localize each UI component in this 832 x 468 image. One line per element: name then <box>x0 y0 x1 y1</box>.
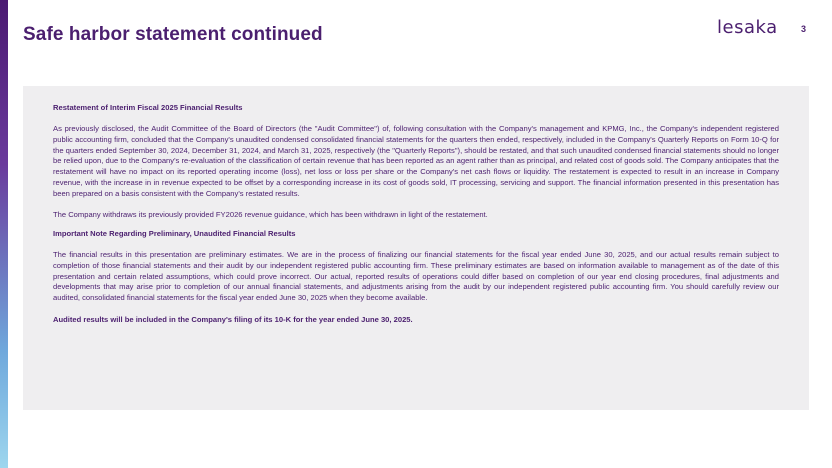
audited-results-note: Audited results will be included in the Company's filing of its 10-K for the year ended June 30, 2025. <box>53 314 413 324</box>
preliminary-results-paragraph: The financial results in this presentation are preliminary estimates. We are in the process of finalizing our financial statements for the fiscal year ended June 30, 2025, and our actual results remain subject to completion of those financial statements and their audit by our independent registered public accounting firm. These preliminary estimates are based on information available to management as of the date of this presentation and certain related assumptions, which could prove incorrect. Our actual, reported results of operations could differ based on completion of our year end closing procedures, final adjustments and developments that may arise prior to completion of our annual financial statements, and adjustments arising from the audit by our independent registered public accounting firm. You should carefully review our audited, consolidated financial statements for the fiscal year ended June 30, 2025 when they become available. <box>53 250 779 302</box>
preliminary-results-heading: Important Note Regarding Preliminary, Unaudited Financial Results <box>53 229 296 238</box>
page-number: 3 <box>801 24 807 34</box>
restatement-heading: Restatement of Interim Fiscal 2025 Financial Results <box>53 103 243 112</box>
lesaka-logo: lesaka <box>717 17 778 38</box>
statement-panel <box>23 86 809 410</box>
left-accent-bar <box>0 0 8 468</box>
restatement-paragraph: As previously disclosed, the Audit Committee of the Board of Directors (the "Audit Committee") of, following consultation with the Company's management and KPMG, Inc., the Company's independent registered public accounting firm, concluded that the Company's unaudited condensed consolidated financial statements for the quarters then ended, respectively, included in the Company's Quarterly Reports on Form 10-Q for the quarters ended September 30, 2024, December 31, 2024, and March 31, 2025, respectively (the "Quarterly Reports"), should be restated, and that such unaudited condensed financial statements should no longer be relied upon, due to the Company's re-evaluation of the classification of certain revenue that has been reported as an agent rather than as principal, and related cost of goods sold. The Company anticipates that the restatement will have no impact on its reported operating income (loss), net loss or loss per share or the Company's net cash flows or liquidity. The restatement is expected to result in an increase in Company revenue, with the increase in in revenue expected to be offset by a corresponding increase in its cost of goods sold, IT processing, servicing and support. The financial information presented in this presentation has been prepared on a basis consistent with the Company's restated results. <box>53 124 779 198</box>
page-title: Safe harbor statement continued <box>23 24 323 45</box>
guidance-paragraph: The Company withdraws its previously provided FY2026 revenue guidance, which has been withdrawn in light of the restatement. <box>53 210 488 220</box>
